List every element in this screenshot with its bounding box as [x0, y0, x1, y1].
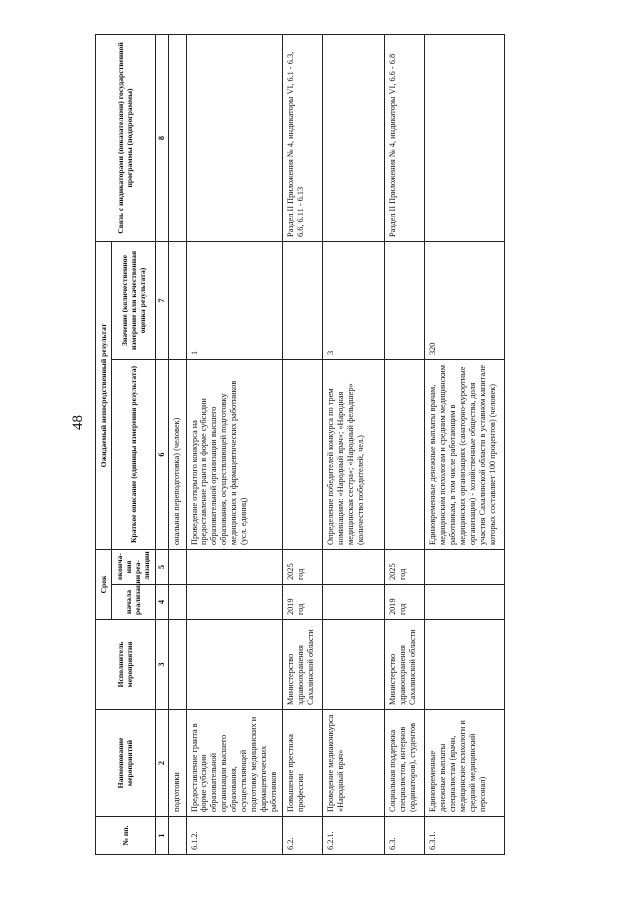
- cell-end: 2025 год: [385, 549, 425, 584]
- cell-desc: ональная переподготовка) (человек): [168, 359, 186, 549]
- cell-no: 6.3.: [385, 817, 425, 855]
- col-number: 6: [155, 359, 168, 549]
- cell-start: 2019 год: [385, 585, 425, 620]
- header-link: Связь с индикаторами (показателями) государственной программы (подпрограммы): [96, 34, 156, 241]
- col-number: 3: [155, 620, 168, 710]
- cell-end: 2025 год: [283, 549, 323, 584]
- cell-executor: [323, 620, 385, 710]
- header-name: Наименование мероприятий: [96, 710, 156, 817]
- cell-value: 1: [186, 241, 283, 359]
- header-start: начала реализации: [112, 585, 155, 620]
- cell-value: [385, 241, 425, 359]
- header-desc: Краткое описание (единицы измерения результата): [112, 359, 155, 549]
- cell-name: Социальная поддержка специалистов, интернов (ординаторов), студентов: [385, 710, 425, 817]
- measures-table: [95, 34, 505, 855]
- col-number: 7: [155, 241, 168, 359]
- col-number: 4: [155, 585, 168, 620]
- cell-link: [323, 34, 385, 241]
- cell-start: [323, 585, 385, 620]
- cell-no: [168, 817, 186, 855]
- page-number: 48: [70, 415, 86, 430]
- col-number: 1: [155, 817, 168, 855]
- table-row: [168, 34, 186, 854]
- cell-name: Предоставление гранта в форме субсидии образовательной организации высшего образования, осуществляющей подготовку медицинских и фармацевтических работников: [186, 710, 283, 817]
- cell-name: Проведение медиаконкурса «Народный врач»: [323, 710, 385, 817]
- cell-executor: [186, 620, 283, 710]
- cell-end: [186, 549, 283, 584]
- table-row: [186, 34, 283, 854]
- header-no: № пп.: [96, 817, 156, 855]
- cell-start: [186, 585, 283, 620]
- rotated-table-container: [95, 35, 497, 855]
- cell-link: [168, 34, 186, 241]
- cell-no: 6.2.1.: [323, 817, 385, 855]
- cell-executor: [425, 620, 505, 710]
- column-numbers-row: [155, 34, 168, 854]
- cell-desc: [385, 359, 425, 549]
- header-end: оконча-ния реа-лизации: [112, 549, 155, 584]
- cell-link: [186, 34, 283, 241]
- cell-no: 6.1.2.: [186, 817, 283, 855]
- cell-link: Раздел II Приложения № 4, индикаторы VI, 6.1 - 6.3, 6.6, 6.11 - 6.13: [283, 34, 323, 241]
- cell-start: [168, 585, 186, 620]
- cell-end: [323, 549, 385, 584]
- cell-desc: Единовременные денежные выплаты врачам, медицинским психологам и средним медицинским работникам, в том числе работающим в медицинских организациях (санаторно-курортные организации) - хозяйственные общества, доля участия Сахалинской области в уставном капитале которых составляет 100 процентов) (человек): [425, 359, 505, 549]
- col-number: 8: [155, 34, 168, 241]
- table-row: [425, 34, 505, 854]
- cell-name: Повышение престижа профессии: [283, 710, 323, 817]
- cell-link: [425, 34, 505, 241]
- table-row: [283, 34, 323, 854]
- header-term: Срок: [96, 549, 112, 619]
- header-expected: Ожидаемый непосредственный результат: [96, 241, 112, 549]
- cell-start: [425, 585, 505, 620]
- table-row: [385, 34, 425, 854]
- cell-executor: Министерство здравоохранения Сахалинской области: [385, 620, 425, 710]
- cell-end: [425, 549, 505, 584]
- col-number: 2: [155, 710, 168, 817]
- cell-name: Единовременные денежные выплаты специалистам (врачи, медицинские психологи и средний медицинский персонал): [425, 710, 505, 817]
- cell-end: [168, 549, 186, 584]
- cell-value: [168, 241, 186, 359]
- cell-no: 6.3.1.: [425, 817, 505, 855]
- cell-value: 3: [323, 241, 385, 359]
- cell-no: 6.2.: [283, 817, 323, 855]
- cell-executor: [168, 620, 186, 710]
- cell-desc: [283, 359, 323, 549]
- cell-desc: Проведение открытого конкурса на предоставление гранта в форме субсидии образовательной организации высшего образования, осуществляющей подготовку медицинских и фармацевтических работников (усл. единиц): [186, 359, 283, 549]
- cell-start: 2019 год: [283, 585, 323, 620]
- header-executor: Исполнитель мероприятия: [96, 620, 156, 710]
- col-number: 5: [155, 549, 168, 584]
- cell-desc: Определение победителей конкурса по трем номинациям: «Народный врач»; «Народная медицинская сестра»; «Народный фельдшер» (количество победителей, чел.): [323, 359, 385, 549]
- cell-value: 320: [425, 241, 505, 359]
- cell-name: подготовки: [168, 710, 186, 817]
- header-value: Значение (количественное измерение или качественная оценка результата): [112, 241, 155, 359]
- table-row: [323, 34, 385, 854]
- cell-executor: Министерство здравоохранения Сахалинской области: [283, 620, 323, 710]
- cell-link: Раздел II Приложения № 4, индикаторы VI, 6.6 - 6.8: [385, 34, 425, 241]
- cell-value: [283, 241, 323, 359]
